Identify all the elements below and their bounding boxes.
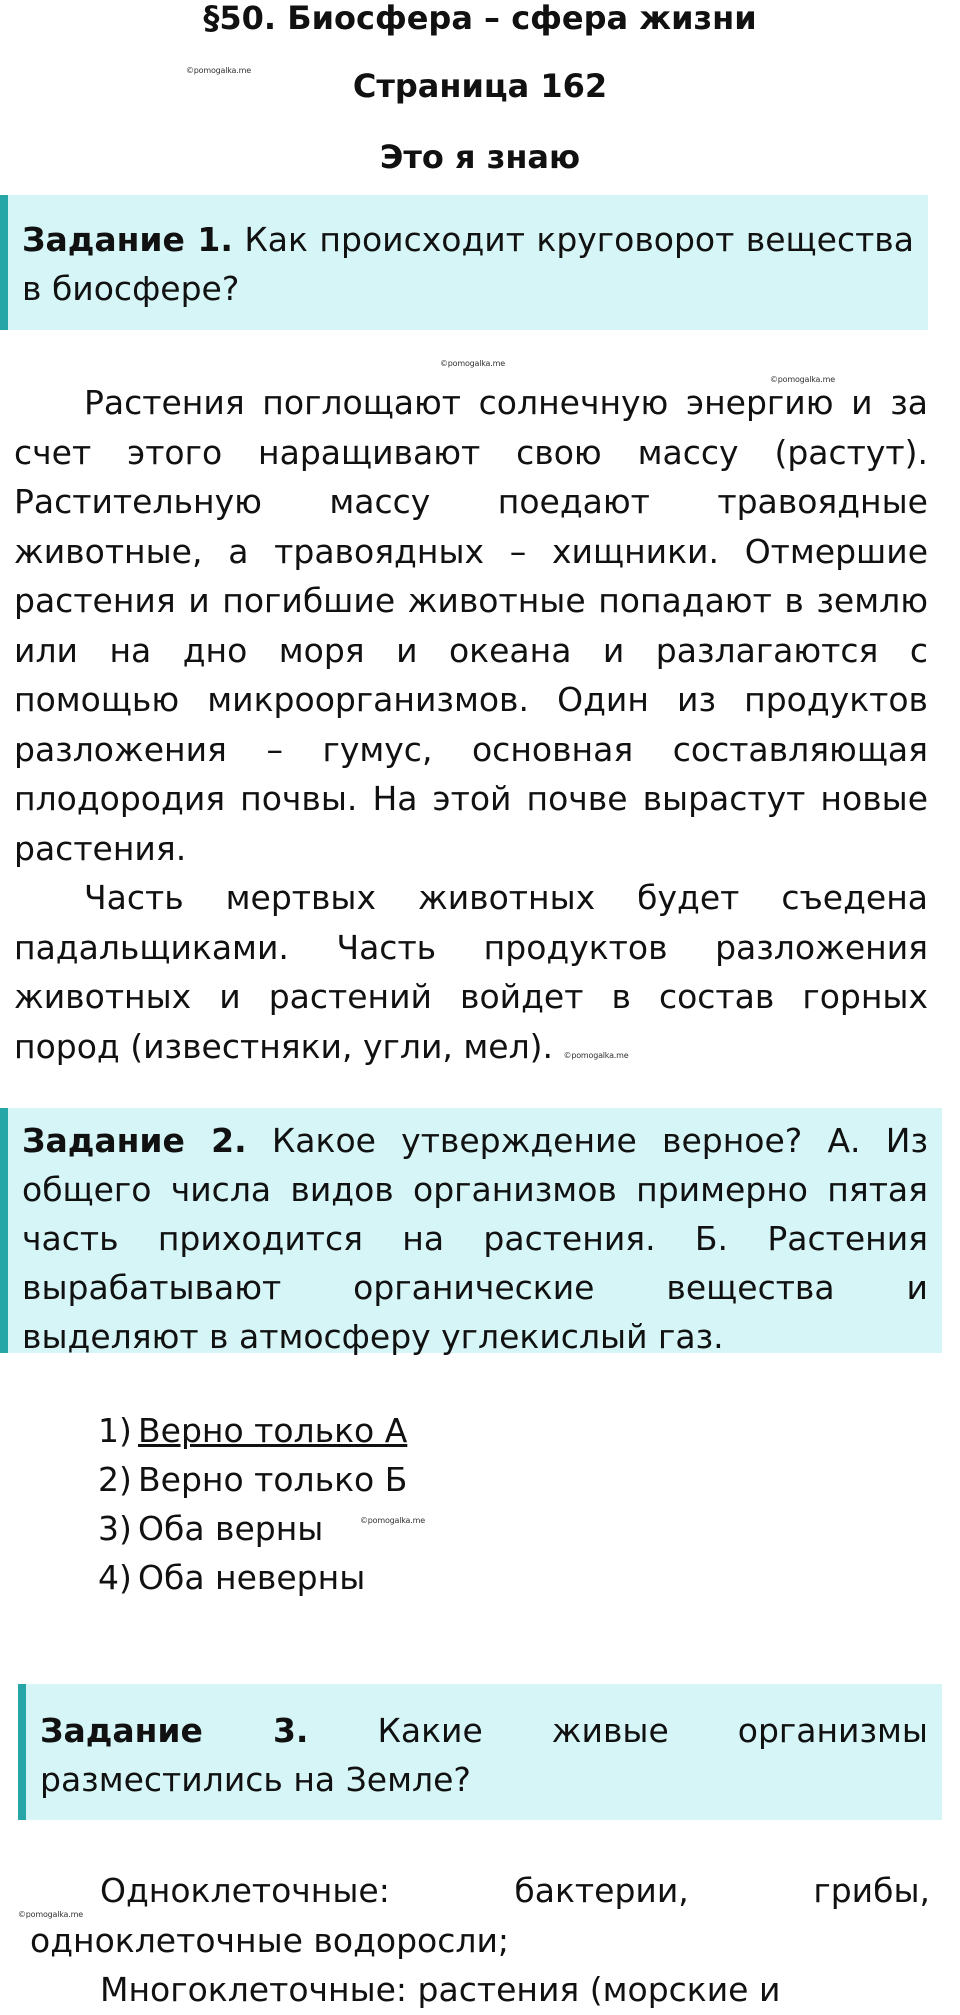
watermark: ©pomogalka.me — [563, 1050, 629, 1060]
task-3-answer — [30, 1866, 930, 2015]
page-number: Страница 162 — [352, 67, 608, 105]
watermark: ©pomogalka.me — [186, 66, 251, 75]
watermark: ©pomogalka.me — [770, 375, 835, 384]
task-2-question: Какое утверждение верное? А. Из общего числа видов организмов примерно пятая часть приходится на растения. Б. Растения вырабатывают органические вещества и выделяют в атмосферу углекислый газ. — [22, 1121, 928, 1356]
task-1-answer-paragraph-2: Часть мертвых животных будет съедена падальщиками. Часть продуктов разложения животных и растений войдет в состав горных пород (известняки, угли, мел). ©pomogalka.me — [14, 878, 928, 1066]
task-2-box — [0, 1108, 942, 1356]
task-3-question: Какие живые организмы разместились на Земле? — [40, 1711, 928, 1799]
watermark: ©pomogalka.me — [440, 359, 505, 368]
watermark: ©pomogalka.me — [18, 1910, 83, 1919]
task-1-label: Задание 1. — [22, 220, 233, 259]
list-item: 1) Верно только А — [98, 1411, 408, 1450]
watermark: ©pomogalka.me — [360, 1516, 425, 1525]
task-2-label: Задание 2. — [22, 1121, 247, 1160]
task-1-box — [0, 195, 928, 330]
task-3-answer-paragraph-1: Одноклеточные: бактерии, грибы, одноклеточные водоросли; — [30, 1871, 930, 1960]
section-title: Это я знаю — [379, 138, 581, 176]
task-3-label: Задание 3. — [40, 1711, 309, 1750]
task-3-box — [18, 1684, 942, 1820]
page-title: §50. Биосфера – сфера жизни — [203, 0, 757, 37]
list-item: 4) Оба неверны — [98, 1558, 366, 1597]
list-item: 2) Верно только Б ©pomogalka.me — [98, 1455, 407, 1504]
task-1-answer-paragraph-1: Растения поглощают солнечную энергию и за счет этого наращивают свою массу (растут). Растительную массу поедают травоядные животные, а травоядных – хищники. Отмершие растения и погибшие животные попадают в землю или на дно моря и океана и разлагаются с помощью микроорганизмов. Один из продуктов разложения – гумус, основная составляющая плодородия почвы. На этой почве вырастут новые растения. — [14, 383, 928, 868]
task-3-answer-paragraph-2: Многоклеточные: растения (морские и — [100, 1970, 781, 2009]
list-item: 3) Оба верны — [98, 1509, 324, 1548]
task-2-options — [98, 1406, 425, 1602]
task-1-question: Как происходит круговорот вещества в биосфере? — [22, 220, 914, 308]
correct-answer: Верно только А — [138, 1411, 408, 1450]
task-1-answer — [14, 378, 928, 1080]
